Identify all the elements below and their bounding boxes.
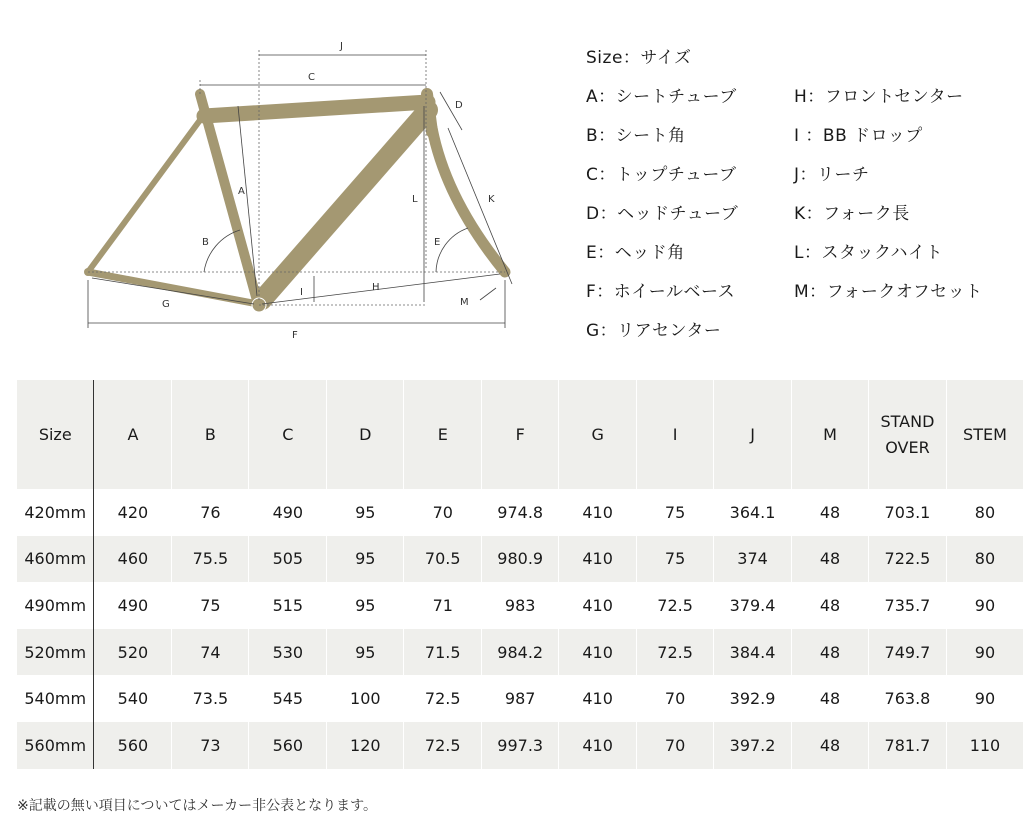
cell-d: 120 <box>327 722 404 769</box>
cell-c: 490 <box>249 489 327 536</box>
header-m: M <box>792 380 869 489</box>
cell-stem: 110 <box>946 722 1023 769</box>
chain-stay <box>88 272 258 304</box>
cell-b: 75.5 <box>172 536 249 583</box>
cell-stem: 90 <box>946 675 1023 722</box>
table-row <box>17 722 1024 769</box>
table-row <box>17 629 1024 676</box>
cell-d: 95 <box>327 582 404 629</box>
legend-j: J：リーチ <box>794 165 870 185</box>
dim-label-m: M <box>460 297 469 308</box>
cell-j: 374 <box>714 536 792 583</box>
cell-d: 95 <box>327 629 404 676</box>
cell-c: 505 <box>249 536 327 583</box>
table-header-row <box>17 380 1024 489</box>
table-row <box>17 489 1024 536</box>
cell-b: 76 <box>172 489 249 536</box>
cell-c: 545 <box>249 675 327 722</box>
legend-a: A：シートチューブ <box>586 87 737 107</box>
cell-e: 70 <box>404 489 482 536</box>
cell-size: 460mm <box>17 536 94 583</box>
cell-b: 73.5 <box>172 675 249 722</box>
dim-label-f: F <box>292 330 298 341</box>
down-tube <box>262 110 428 300</box>
cell-b: 74 <box>172 629 249 676</box>
header-b: B <box>172 380 249 489</box>
header-stand-line2: OVER <box>885 437 930 457</box>
cell-stand-over: 781.7 <box>868 722 946 769</box>
frame-geometry-diagram <box>0 0 560 350</box>
cell-f: 974.8 <box>482 489 559 536</box>
header-stem: STEM <box>946 380 1023 489</box>
cell-g: 410 <box>559 629 637 676</box>
cell-i: 70 <box>637 675 714 722</box>
dim-label-c: C <box>308 72 315 83</box>
cell-c: 560 <box>249 722 327 769</box>
cell-stand-over: 703.1 <box>868 489 946 536</box>
cell-j: 392.9 <box>714 675 792 722</box>
legend-e: E：ヘッド角 <box>586 243 685 263</box>
header-c: C <box>249 380 327 489</box>
cell-i: 70 <box>637 722 714 769</box>
dim-label-e: E <box>434 237 441 248</box>
cell-g: 410 <box>559 489 637 536</box>
cell-a: 560 <box>94 722 172 769</box>
cell-d: 95 <box>327 536 404 583</box>
cell-stand-over: 763.8 <box>868 675 946 722</box>
cell-m: 48 <box>792 629 869 676</box>
cell-j: 397.2 <box>714 722 792 769</box>
dim-label-l: L <box>412 194 418 205</box>
header-f: F <box>482 380 559 489</box>
cell-f: 987 <box>482 675 559 722</box>
cell-i: 72.5 <box>637 582 714 629</box>
cell-a: 540 <box>94 675 172 722</box>
cell-e: 71.5 <box>404 629 482 676</box>
legend-g: G：リアセンター <box>586 321 722 341</box>
top-tube <box>204 102 428 116</box>
cell-j: 384.4 <box>714 629 792 676</box>
cell-stand-over: 722.5 <box>868 536 946 583</box>
cell-stand-over: 735.7 <box>868 582 946 629</box>
cell-a: 490 <box>94 582 172 629</box>
geometry-table <box>17 380 1024 769</box>
cell-f: 983 <box>482 582 559 629</box>
cell-stem: 90 <box>946 629 1023 676</box>
cell-a: 420 <box>94 489 172 536</box>
cell-size: 420mm <box>17 489 94 536</box>
cell-size: 490mm <box>17 582 94 629</box>
cell-m: 48 <box>792 489 869 536</box>
cell-b: 73 <box>172 722 249 769</box>
legend-c: C：トップチューブ <box>586 165 737 185</box>
header-size: Size <box>17 380 94 489</box>
cell-size: 540mm <box>17 675 94 722</box>
header-stand-over <box>868 380 946 489</box>
cell-a: 520 <box>94 629 172 676</box>
dim-label-j: J <box>340 41 343 52</box>
cell-d: 95 <box>327 489 404 536</box>
cell-i: 75 <box>637 536 714 583</box>
bicycle-frame <box>88 94 505 304</box>
dim-label-k: K <box>488 194 495 205</box>
seat-tube <box>200 94 258 304</box>
cell-f: 997.3 <box>482 722 559 769</box>
dim-label-h: H <box>372 282 380 293</box>
dim-label-g: G <box>162 299 170 310</box>
legend-m: M：フォークオフセット <box>794 282 983 302</box>
legend-i: I ：BB ドロップ <box>794 126 923 146</box>
header-stand-line1: STAND <box>880 411 935 431</box>
dim-label-a: A <box>238 186 245 197</box>
header-j: J <box>714 380 792 489</box>
seat-stay <box>88 112 206 272</box>
cell-e: 72.5 <box>404 722 482 769</box>
legend-size: Size：サイズ <box>586 48 692 68</box>
cell-i: 72.5 <box>637 629 714 676</box>
cell-m: 48 <box>792 722 869 769</box>
cell-e: 71 <box>404 582 482 629</box>
cell-stem: 80 <box>946 489 1023 536</box>
legend-h: H：フロントセンター <box>794 87 964 107</box>
dim-label-b: B <box>202 237 209 248</box>
legend-d: D：ヘッドチューブ <box>586 204 739 224</box>
legend-l: L：スタックハイト <box>794 243 943 263</box>
dim-label-i: I <box>300 287 303 298</box>
header-d: D <box>327 380 404 489</box>
cell-f: 980.9 <box>482 536 559 583</box>
legend-f: F：ホイールベース <box>586 282 736 302</box>
cell-j: 364.1 <box>714 489 792 536</box>
cell-e: 70.5 <box>404 536 482 583</box>
cell-b: 75 <box>172 582 249 629</box>
table-row <box>17 675 1024 722</box>
cell-m: 48 <box>792 582 869 629</box>
cell-d: 100 <box>327 675 404 722</box>
footnote: ※記載の無い項目についてはメーカー非公表となります。 <box>17 798 378 814</box>
cell-j: 379.4 <box>714 582 792 629</box>
cell-f: 984.2 <box>482 629 559 676</box>
table-row <box>17 582 1024 629</box>
table-row <box>17 536 1024 583</box>
cell-g: 410 <box>559 536 637 583</box>
cell-e: 72.5 <box>404 675 482 722</box>
cell-a: 460 <box>94 536 172 583</box>
cell-g: 410 <box>559 675 637 722</box>
cell-stand-over: 749.7 <box>868 629 946 676</box>
header-g: G <box>559 380 637 489</box>
cell-stem: 90 <box>946 582 1023 629</box>
cell-c: 530 <box>249 629 327 676</box>
cell-g: 410 <box>559 722 637 769</box>
cell-c: 515 <box>249 582 327 629</box>
cell-g: 410 <box>559 582 637 629</box>
header-e: E <box>404 380 482 489</box>
cell-m: 48 <box>792 536 869 583</box>
header-a: A <box>94 380 172 489</box>
legend-b: B：シート角 <box>586 126 686 146</box>
dim-label-d: D <box>455 100 463 111</box>
legend-k: K：フォーク長 <box>794 204 910 224</box>
cell-m: 48 <box>792 675 869 722</box>
cell-i: 75 <box>637 489 714 536</box>
cell-stem: 80 <box>946 536 1023 583</box>
cell-size: 560mm <box>17 722 94 769</box>
cell-size: 520mm <box>17 629 94 676</box>
header-i: I <box>637 380 714 489</box>
